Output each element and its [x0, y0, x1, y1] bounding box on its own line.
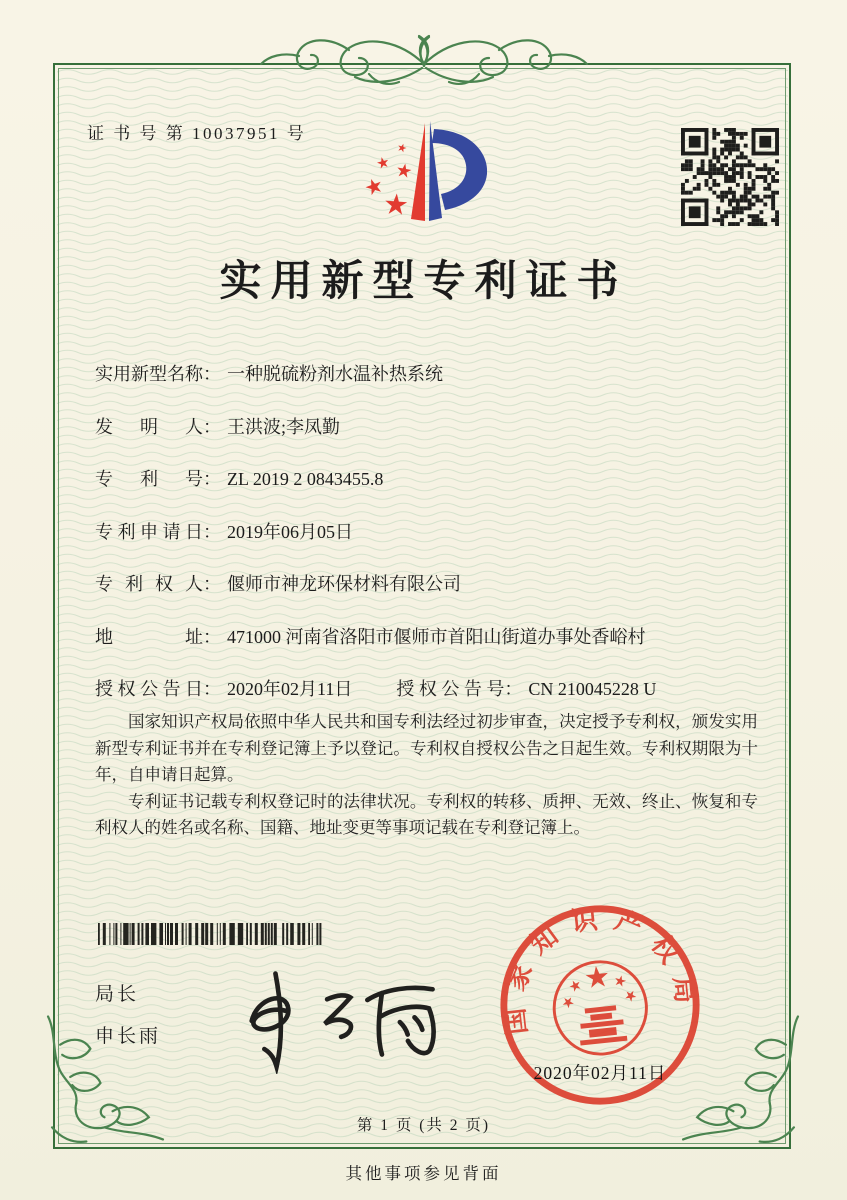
legal-paragraph: 专利证书记载专利权登记时的法律状况。专利权的转移、质押、无效、终止、恢复和专利权人的姓名或名称、国籍、地址变更等事项记载在专利登记簿上。 [95, 791, 758, 837]
grant-date-value: 2020年02月11日 [227, 679, 353, 699]
field-value: 一种脱硫粉剂水温补热系统 [227, 364, 443, 384]
grant-date-label: 授权公告日 [95, 679, 203, 699]
cnipa-logo-icon [363, 114, 499, 230]
field-colon: ： [203, 416, 221, 437]
field-colon: ： [203, 521, 221, 542]
signer-name: 申长雨 [95, 1026, 162, 1047]
field-label: 专利权人 [95, 574, 203, 594]
field-label: 发明人 [95, 416, 203, 437]
field-list [95, 362, 763, 730]
field-row-filing-date [95, 520, 763, 544]
certificate-title: 实用新型专利证书 [219, 259, 628, 305]
field-row-patentee [95, 572, 763, 596]
field-label: 专利号 [95, 469, 203, 489]
top-flourish-ornament [209, 28, 639, 100]
field-value: ZL 2019 2 0843455.8 [227, 469, 384, 489]
field-value: 2019年06月05日 [227, 521, 353, 542]
field-value: 王洪波;李凤勤 [227, 416, 341, 437]
barcode [98, 923, 322, 945]
field-label: 实用新型名称 [95, 364, 203, 384]
director-signature [220, 956, 446, 1076]
legal-paragraph: 国家知识产权局依照中华人民共和国专利法经过初步审查，决定授予专利权，颁发实用新型专利证书并在专利登记簿上予以登记。专利权自授权公告之日起生效。专利权期限为十年，自申请日起算。 [95, 712, 758, 784]
qr-code [681, 128, 779, 226]
field-label: 地址 [95, 626, 203, 647]
field-row-name [95, 362, 763, 386]
signer-block [95, 985, 161, 1069]
legal-text-block [95, 709, 758, 842]
field-colon: ： [203, 364, 221, 384]
certificate-number: 证 书 号 第 10037951 号 [87, 124, 307, 143]
field-row-address [95, 625, 763, 649]
back-note: 其他事项参见背面 [345, 1164, 502, 1183]
page-number: 第 1 页 (共 2 页) [356, 1117, 491, 1134]
seal-date: 2020年02月11日 [533, 1063, 667, 1083]
field-colon: ： [504, 679, 523, 699]
grant-no-value: CN 210045228 U [528, 679, 657, 699]
seal-text: 国家知识产权局 [497, 902, 702, 1037]
field-row-grant [95, 677, 763, 701]
field-colon: ： [203, 679, 221, 699]
field-colon: ： [203, 626, 221, 647]
national-emblem-icon [550, 957, 651, 1058]
field-colon: ： [203, 469, 221, 489]
field-row-inventor [95, 415, 763, 439]
field-value: 偃师市神龙环保材料有限公司 [227, 574, 461, 594]
field-colon: ： [203, 574, 221, 594]
field-value: 471000 河南省洛阳市偃师市首阳山街道办事处香峪村 [227, 626, 646, 647]
signer-title: 局长 [95, 984, 140, 1005]
grant-no-label: 授权公告号 [396, 679, 505, 699]
field-label: 专利申请日 [95, 521, 203, 542]
field-row-patent-no [95, 467, 763, 491]
